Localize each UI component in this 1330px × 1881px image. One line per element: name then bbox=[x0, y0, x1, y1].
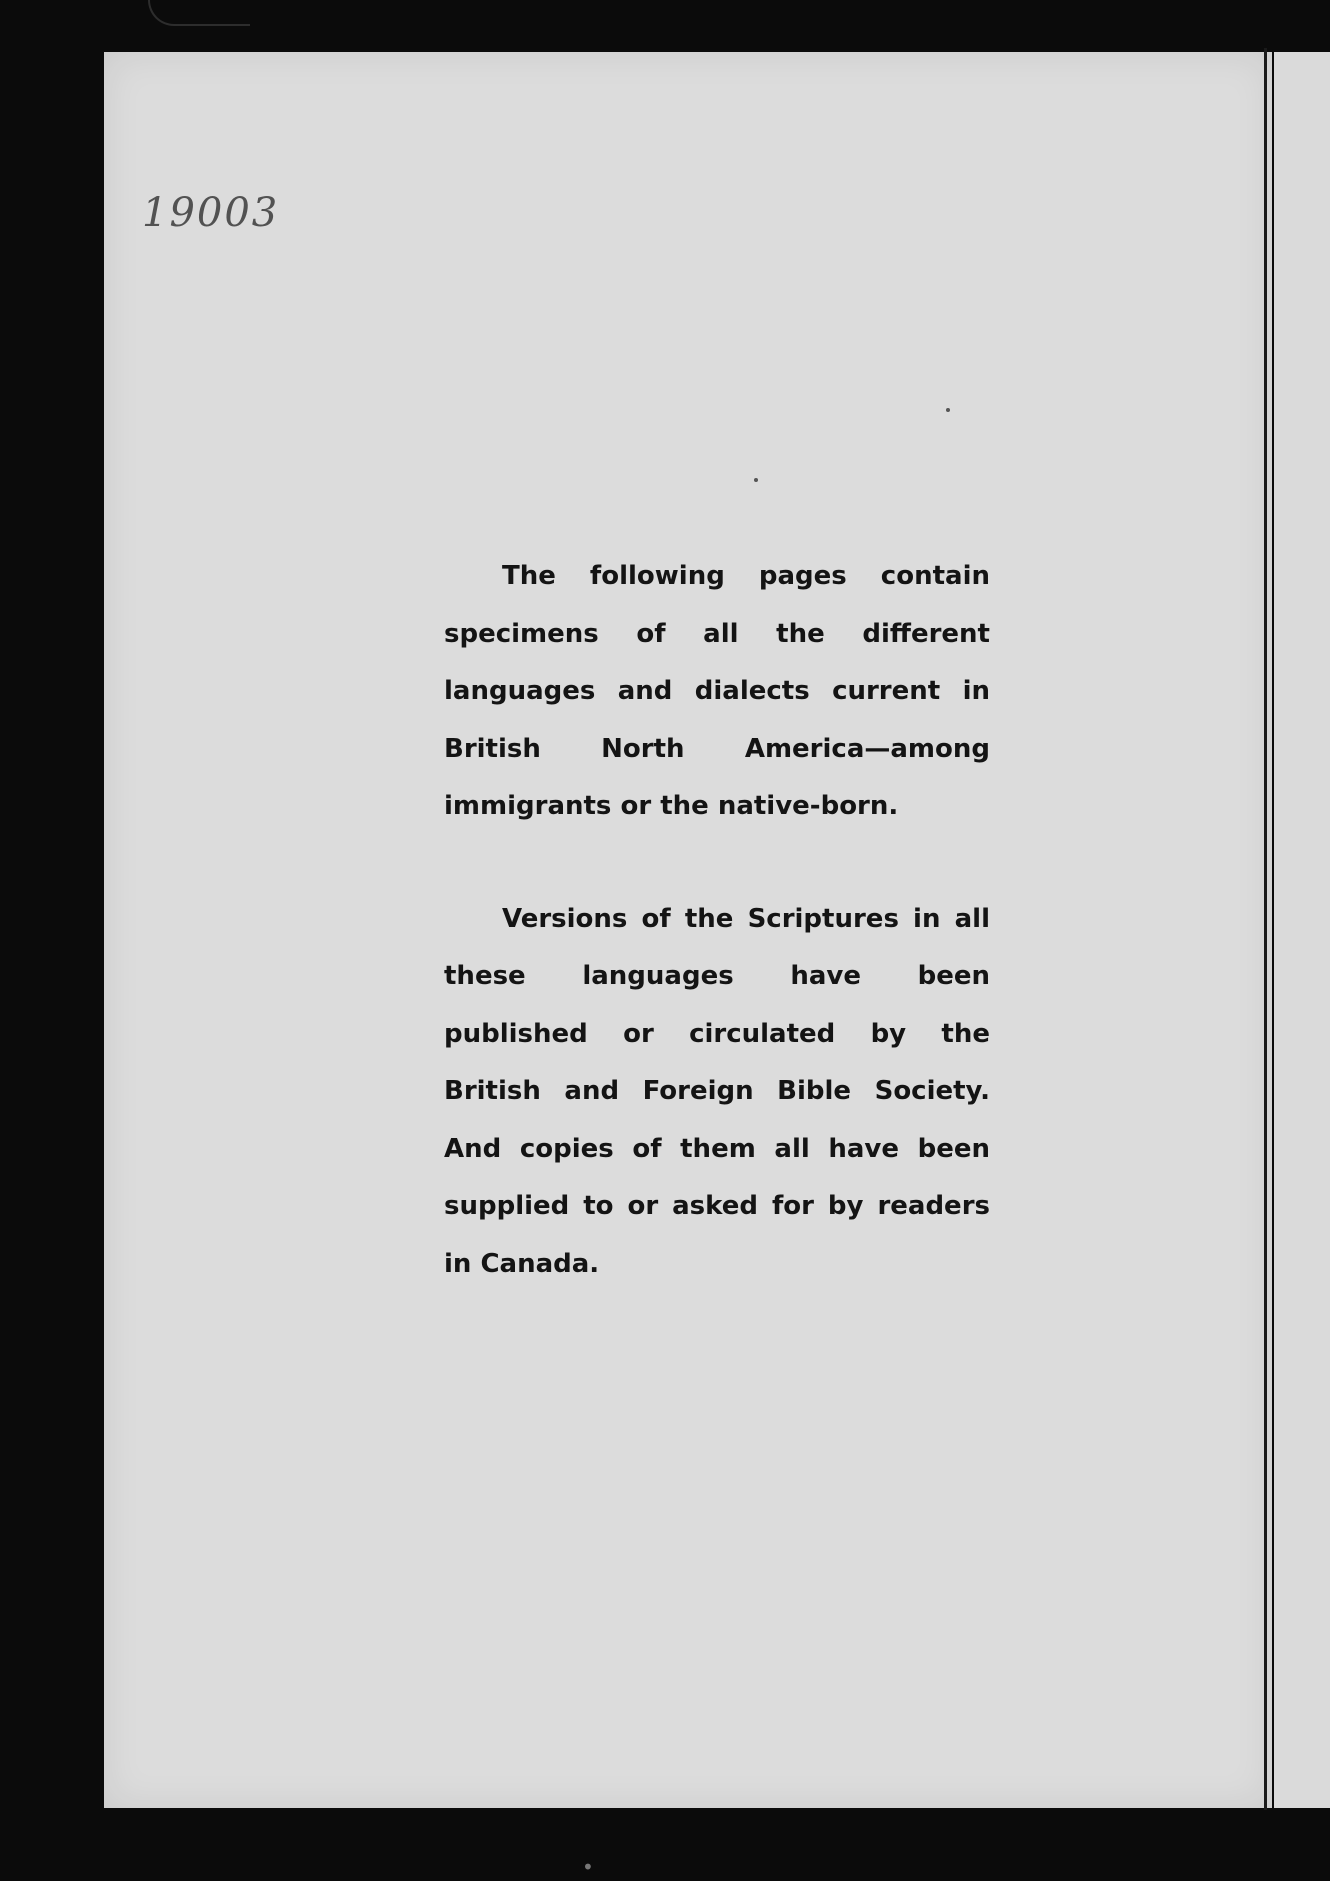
body-text bbox=[444, 548, 990, 1293]
scan-artifact: • bbox=[582, 1855, 594, 1879]
paragraph-1: The following pages contain specimens of all the different languages and dialects current in British North America—among immigrants or the native-born. bbox=[444, 561, 990, 821]
adjacent-page-strip bbox=[1274, 52, 1330, 1808]
scan-speck bbox=[946, 408, 950, 412]
paragraph-2: Versions of the Scriptures in all these languages have been published or circulated by the British and Foreign Bible Society. And copies of them all have been supplied to or asked for by readers in Canada. bbox=[444, 903, 990, 1279]
handwritten-margin-note: 19003 bbox=[142, 190, 280, 236]
scan-speck bbox=[754, 478, 758, 482]
page-edge-line bbox=[1264, 48, 1267, 1810]
page-curl-mark bbox=[148, 0, 250, 26]
